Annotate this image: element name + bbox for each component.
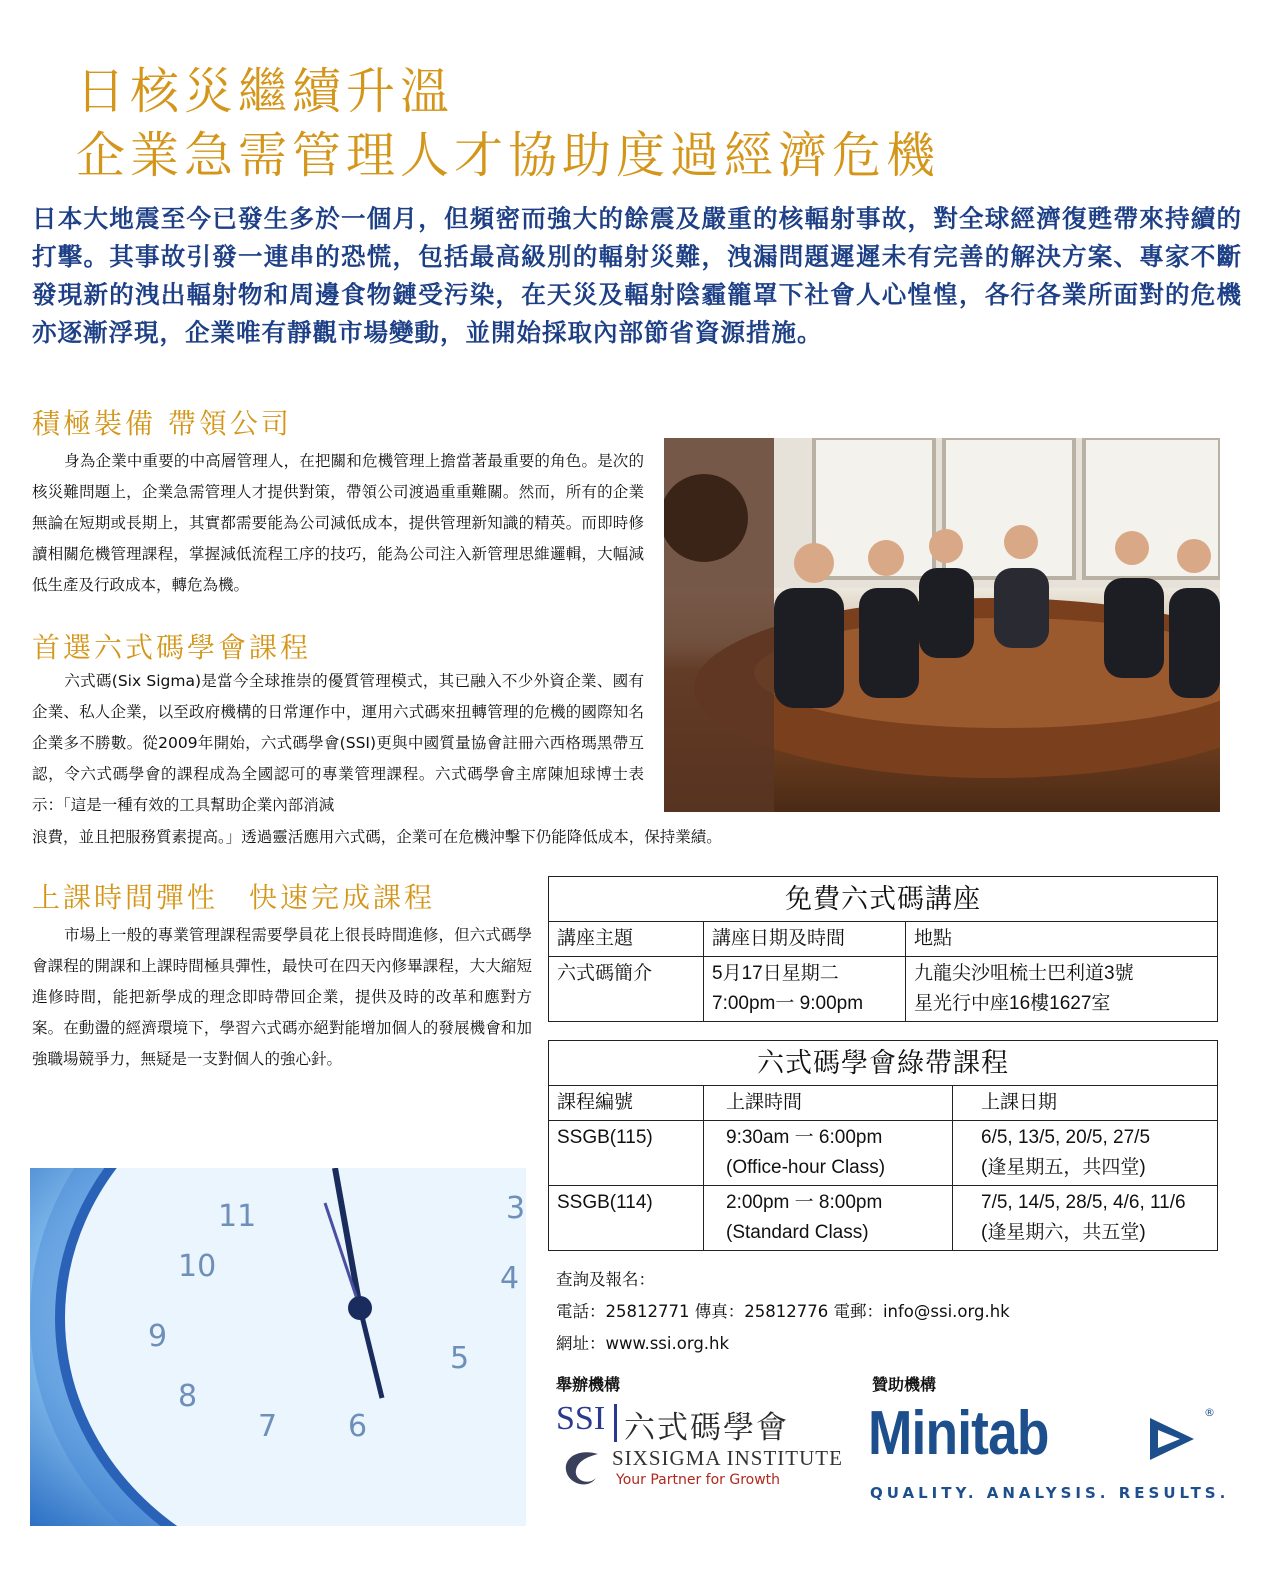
course-dates-cell [953, 1186, 1218, 1251]
minitab-logo [868, 1399, 1230, 1508]
minitab-wordmark: Minitab [868, 1399, 1049, 1468]
section-body-2-text: 六式碼(Six Sigma)是當今全球推崇的優質管理模式，其已融入不少外資企業、國有企業、私人企業，以至政府機構的日常運作中，運用六式碼來扭轉管理的危機的國際知名企業多不勝數。從2009年開始，六式碼學會(SSI)更與中國質量協會註冊六西格瑪黑帶互認，令六式碼學會的課程成為全國認可的專業管理課程。六式碼學會主席陳旭球博士表示：「這是一種有效的工具幫助企業內部消減 [32, 672, 644, 814]
seminar-caption: 免費六式碼講座 [549, 877, 1218, 922]
course-code: SSGB(115) [549, 1121, 704, 1186]
clock-number-4: 4 [500, 1261, 520, 1296]
course-header-dates: 上課日期 [953, 1086, 1218, 1121]
course-caption: 六式碼學會綠帶課程 [549, 1041, 1218, 1086]
section-body-1-text: 身為企業中重要的中高層管理人，在把關和危機管理上擔當著最重要的角色。是次的核災難問題上，企業急需管理人才提供對策，帶領公司渡過重重難關。然而，所有的企業無論在短期或長期上，其實都需要能為公司減低成本，提供管理新知識的精英。而即時修讀相關危機管理課程，掌握減低流程工序的技巧，能為公司注入新管理思維邏輯，大幅減低生產及行政成本，轉危為機。 [32, 452, 644, 594]
course-type: (Standard Class) [726, 1222, 869, 1243]
seminar-topic: 六式碼簡介 [549, 957, 704, 1022]
section-body-3 [32, 920, 532, 1075]
seminar-date: 5月17日星期二 [712, 963, 839, 984]
seminar-venue-line-1: 九龍尖沙咀梳士巴利道3號 [914, 963, 1134, 984]
meeting-photo [664, 438, 1220, 812]
ssi-logo-cn: 六式碼學會 [624, 1410, 789, 1446]
course-time-cell [704, 1186, 953, 1251]
course-time-cell [704, 1121, 953, 1186]
clock-number-9: 9 [148, 1319, 168, 1354]
course-code: SSGB(114) [549, 1186, 704, 1251]
clock-illustration [30, 1168, 526, 1526]
section-body-2-last-line: 浪費，並且把服務質素提高。」透過靈活應用六式碼，企業可在危機沖擊下仍能降低成本，保持業績。 [32, 828, 722, 846]
course-time: 9:30am 一 6:00pm [726, 1127, 883, 1148]
meeting-illustration [664, 438, 1220, 812]
clock-number-5: 5 [450, 1341, 470, 1376]
contact-web-line[interactable]: 網址：www.ssi.org.hk [556, 1334, 730, 1353]
intro-paragraph: 日本大地震至今已發生多於一個月，但頻密而強大的餘震及嚴重的核輻射事故，對全球經濟復甦帶來持續的打擊。其事故引發一連串的恐慌，包括最高級別的輻射災難，洩漏問題遲遲未有完善的解決方案、專家不斷發現新的洩出輻射物和周邊食物鏈受污染，在天災及輻射陰霾籠罩下社會人心惶惶，各行各業所面對的危機亦逐漸浮現，企業唯有靜觀市場變動，並開始採取內部節省資源措施。 [32, 204, 1242, 347]
clock-number-6: 6 [348, 1409, 368, 1444]
section-body-2 [32, 666, 644, 821]
contact-label: 查詢及報名： [556, 1270, 655, 1289]
course-dates: 6/5, 13/5, 20/5, 27/5 [981, 1127, 1151, 1148]
seminar-datetime [704, 957, 906, 1022]
minitab-tagline: QUALITY. ANALYSIS. RESULTS. [870, 1484, 1230, 1502]
clock-photo [30, 1168, 526, 1526]
ssi-logo-tagline: Your Partner for Growth [616, 1472, 781, 1488]
course-note: (逢星期六，共五堂) [981, 1222, 1146, 1243]
course-header-code: 課程編號 [549, 1086, 704, 1121]
ssi-logo-en: SIXSIGMA INSTITUTE [612, 1446, 843, 1470]
seminar-header-venue: 地點 [906, 922, 1218, 957]
course-row [549, 1121, 1218, 1186]
course-table [548, 1040, 1218, 1251]
registered-mark: ® [1204, 1406, 1215, 1419]
section-heading-2: 首選六式碼學會課程 [32, 631, 312, 664]
clock-number-11: 11 [218, 1199, 257, 1234]
seminar-venue [906, 957, 1218, 1022]
seminar-header-date: 講座日期及時間 [704, 922, 906, 957]
contact-phone-line[interactable]: 電話：25812771 傳真：25812776 電郵：info@ssi.org.hk [556, 1302, 1010, 1321]
section-heading-3: 上課時間彈性 快速完成課程 [32, 881, 436, 914]
course-header-time: 上課時間 [704, 1086, 953, 1121]
section-body-1 [32, 446, 644, 601]
ssi-logo [556, 1400, 846, 1496]
seminar-header-topic: 講座主題 [549, 922, 704, 957]
ssi-swirl-icon [558, 1448, 606, 1492]
sponsor-label: 贊助機構 [872, 1375, 937, 1394]
course-row [549, 1186, 1218, 1251]
organizer-label: 舉辦機構 [556, 1375, 621, 1394]
headline-line-2: 企業急需管理人才協助度過經濟危機 [76, 127, 941, 184]
clock-number-10: 10 [178, 1249, 217, 1284]
course-note: (逢星期五，共四堂) [981, 1157, 1146, 1178]
clock-number-7: 7 [258, 1409, 278, 1444]
section-heading-1: 積極裝備 帶領公司 [32, 407, 292, 440]
ssi-logo-divider [614, 1404, 617, 1442]
course-dates-cell [953, 1121, 1218, 1186]
clock-number-8: 8 [178, 1379, 198, 1414]
ssi-logo-abbr: SSI [556, 1400, 606, 1437]
section-body-3-text: 市場上一般的專業管理課程需要學員花上很長時間進修，但六式碼學會課程的開課和上課時間極具彈性，最快可在四天內修畢課程，大大縮短進修時間，能把新學成的理念即時帶回企業，提供及時的改革和應對方案。在動盪的經濟環境下，學習六式碼亦絕對能增加個人的發展機會和加強職場競爭力，無疑是一支對個人的強心針。 [32, 926, 532, 1068]
seminar-table [548, 876, 1218, 1022]
minitab-arrow-icon [1146, 1414, 1198, 1464]
clock-number-3: 3 [506, 1191, 526, 1226]
seminar-venue-line-2: 星光行中座16樓1627室 [914, 993, 1111, 1014]
headline-line-1: 日核災繼續升溫 [76, 63, 455, 120]
seminar-time: 7:00pm一 9:00pm [712, 993, 864, 1014]
course-dates: 7/5, 14/5, 28/5, 4/6, 11/6 [981, 1192, 1186, 1213]
course-type: (Office-hour Class) [726, 1157, 886, 1178]
course-time: 2:00pm 一 8:00pm [726, 1192, 883, 1213]
